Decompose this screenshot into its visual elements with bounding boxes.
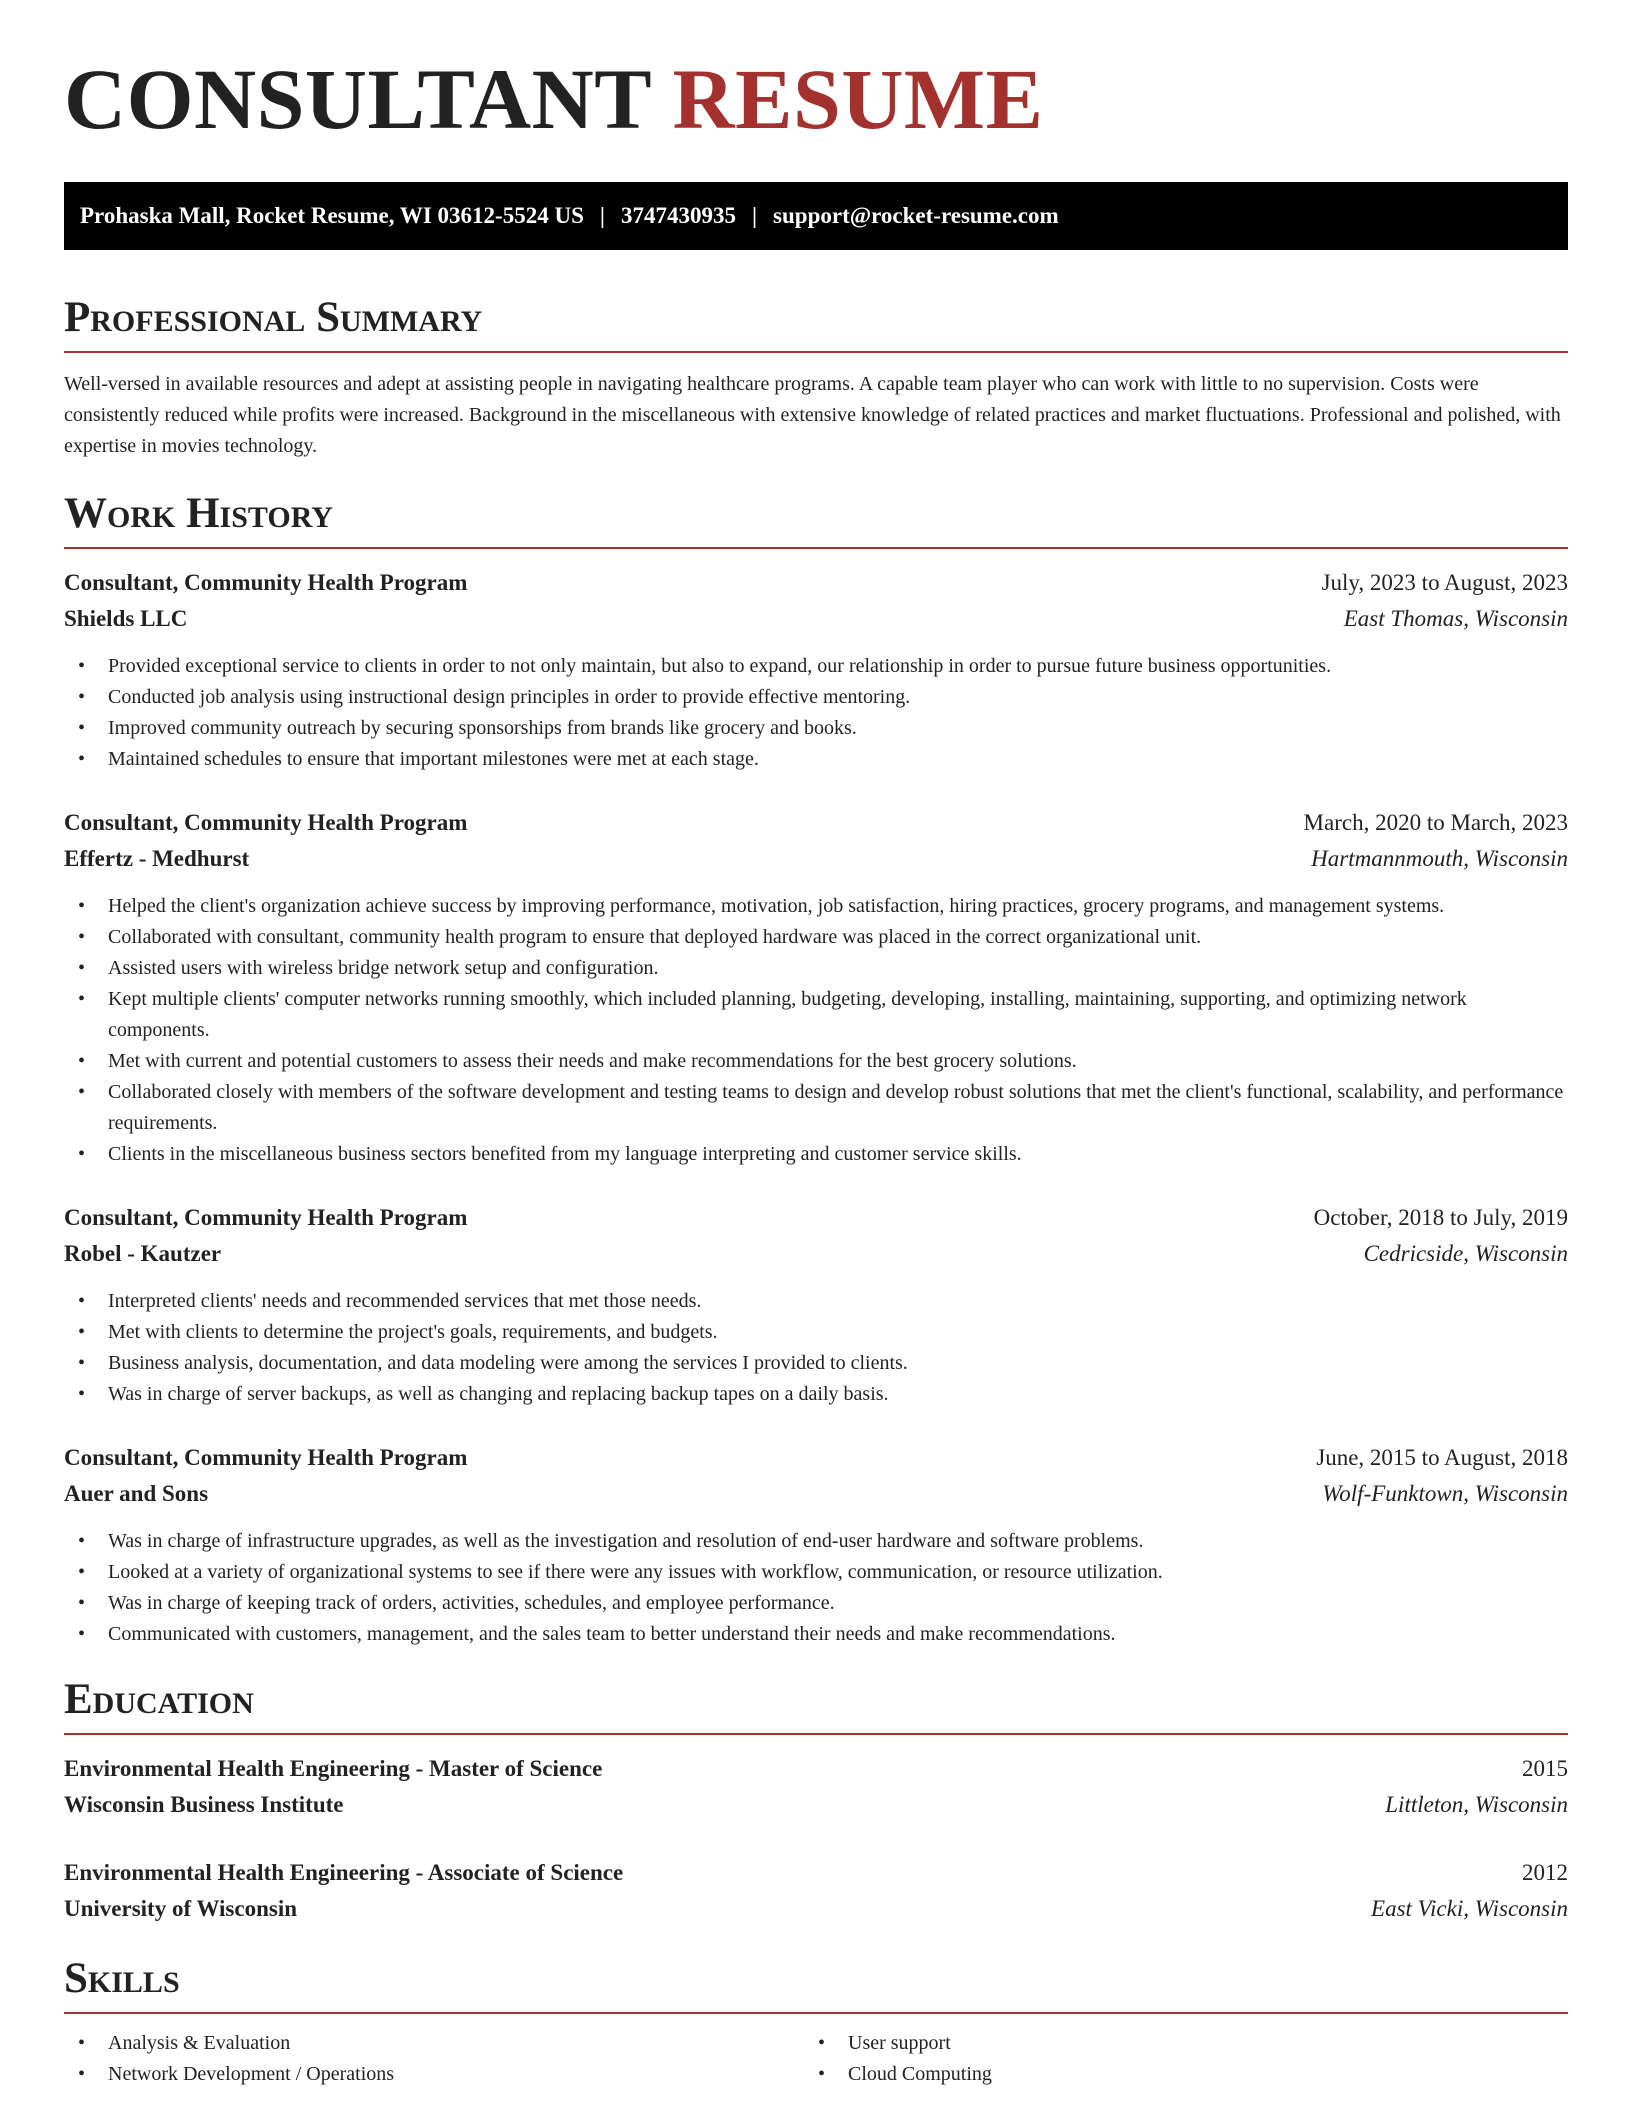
job-header-row xyxy=(64,1200,1568,1236)
contact-separator: | xyxy=(599,203,605,228)
job-entry xyxy=(64,805,1568,1170)
work-history-section xyxy=(64,492,1568,1650)
list-item: • Met with current and potential customers to assess their needs and make recommendations for the best grocery solutions. xyxy=(64,1046,1568,1077)
contact-separator: | xyxy=(751,203,758,228)
section-title-work-history: Work History xyxy=(64,492,1568,549)
list-item: • Clients in the miscellaneous business sectors benefited from my language interpreting and customer service skills. xyxy=(64,1139,1568,1170)
graduation-year: 2012 xyxy=(1522,1860,1568,1885)
list-item: • Kept multiple clients' computer networks running smoothly, which included planning, budgeting, developing, installing, maintaining, supporting, and optimizing network components. xyxy=(64,984,1568,1046)
list-item: • Interpreted clients' needs and recommended services that met those needs. xyxy=(64,1286,1568,1317)
job-header-row xyxy=(64,805,1568,841)
summary-text: Well-versed in available resources and adept at assisting people in navigating healthcare programs. A capable team player who can work with little to no supervision. Costs were consistently reduced while profits were increased. Background in the miscellaneous with extensive knowledge of related practices and market fluctuations. Professional and polished, with expertise in movies technology. xyxy=(64,373,1561,457)
education-entry xyxy=(64,1751,1568,1823)
list-item: • Collaborated with consultant, community health program to ensure that deployed hardware was placed in the correct organizational unit. xyxy=(64,922,1568,953)
job-location: Hartmannmouth, Wisconsin xyxy=(1311,846,1568,871)
list-item: • Maintained schedules to ensure that important milestones were met at each stage. xyxy=(64,744,1568,775)
section-title-skills: Skills xyxy=(64,1957,1568,2014)
job-company-row xyxy=(64,601,1568,637)
job-bullets xyxy=(64,1286,1568,1410)
skills-right-column xyxy=(804,2028,1544,2090)
job-company: Effertz - Medhurst xyxy=(64,846,250,871)
job-dates: July, 2023 to August, 2023 xyxy=(1321,570,1568,595)
list-item: • Collaborated closely with members of the software development and testing teams to design and develop robust solutions that met the client's functional, scalability, and performance requirements. xyxy=(64,1077,1568,1139)
degree: Environmental Health Engineering - Master of Science xyxy=(64,1756,603,1781)
job-company: Shields LLC xyxy=(64,606,188,631)
job-dates: March, 2020 to March, 2023 xyxy=(1303,810,1568,835)
job-title: Consultant, Community Health Program xyxy=(64,1205,468,1230)
list-item: • Was in charge of infrastructure upgrades, as well as the investigation and resolution of end-user hardware and software problems. xyxy=(64,1526,1568,1557)
job-entry xyxy=(64,565,1568,775)
skill-item: • User support xyxy=(804,2028,1544,2059)
skill-item: • Analysis & Evaluation xyxy=(64,2028,804,2059)
degree: Environmental Health Engineering - Associate of Science xyxy=(64,1860,624,1885)
education-school-row xyxy=(64,1787,1568,1823)
contact-email[interactable]: support@rocket-resume.com xyxy=(773,203,1059,228)
job-company-row xyxy=(64,1236,1568,1272)
school-location: East Vicki, Wisconsin xyxy=(1371,1896,1568,1921)
list-item: • Business analysis, documentation, and data modeling were among the services I provided to clients. xyxy=(64,1348,1568,1379)
list-item: • Was in charge of server backups, as well as changing and replacing backup tapes on a daily basis. xyxy=(64,1379,1568,1410)
skills-left-column xyxy=(64,2028,804,2090)
summary-section xyxy=(64,296,1568,462)
skills-section xyxy=(64,1957,1568,2090)
section-title-education: Education xyxy=(64,1678,1568,1735)
job-location: Wolf-Funktown, Wisconsin xyxy=(1322,1481,1568,1506)
resume-title xyxy=(64,51,1568,150)
school-name: University of Wisconsin xyxy=(64,1896,298,1921)
resume-page xyxy=(64,0,1568,2090)
title-accent: RESUME xyxy=(672,51,1044,147)
contact-bar xyxy=(64,182,1568,250)
job-bullets xyxy=(64,1526,1568,1650)
skill-item: • Cloud Computing xyxy=(804,2059,1544,2090)
list-item: • Improved community outreach by securing sponsorships from brands like grocery and books. xyxy=(64,713,1568,744)
title-main: CONSULTANT xyxy=(64,51,651,147)
education-school-row xyxy=(64,1891,1568,1927)
school-name: Wisconsin Business Institute xyxy=(64,1792,344,1817)
education-entry xyxy=(64,1855,1568,1927)
job-company-row xyxy=(64,1476,1568,1512)
education-header-row xyxy=(64,1855,1568,1891)
job-company-row xyxy=(64,841,1568,877)
school-location: Littleton, Wisconsin xyxy=(1385,1792,1568,1817)
job-header-row xyxy=(64,1440,1568,1476)
job-location: Cedricside, Wisconsin xyxy=(1363,1241,1568,1266)
list-item: • Conducted job analysis using instructional design principles in order to provide effective mentoring. xyxy=(64,682,1568,713)
job-title: Consultant, Community Health Program xyxy=(64,1445,468,1470)
job-header-row xyxy=(64,565,1568,601)
job-title: Consultant, Community Health Program xyxy=(64,570,468,595)
section-title-summary: Professional Summary xyxy=(64,296,1568,353)
education-section xyxy=(64,1678,1568,1927)
skills-columns xyxy=(64,2028,1568,2090)
contact-address: Prohaska Mall, Rocket Resume, WI 03612-5524 US xyxy=(80,203,584,228)
list-item: • Provided exceptional service to clients in order to not only maintain, but also to expand, our relationship in order to pursue future business opportunities. xyxy=(64,651,1568,682)
list-item: • Assisted users with wireless bridge network setup and configuration. xyxy=(64,953,1568,984)
job-location: East Thomas, Wisconsin xyxy=(1343,606,1568,631)
job-company: Auer and Sons xyxy=(64,1481,209,1506)
education-header-row xyxy=(64,1751,1568,1787)
contact-phone[interactable]: 3747430935 xyxy=(620,203,736,228)
job-entry xyxy=(64,1440,1568,1650)
job-dates: June, 2015 to August, 2018 xyxy=(1316,1445,1568,1470)
job-dates: October, 2018 to July, 2019 xyxy=(1313,1205,1568,1230)
job-entry xyxy=(64,1200,1568,1410)
skill-item: • Network Development / Operations xyxy=(64,2059,804,2090)
list-item: • Was in charge of keeping track of orders, activities, schedules, and employee performance. xyxy=(64,1588,1568,1619)
list-item: • Communicated with customers, management, and the sales team to better understand their needs and make recommendations. xyxy=(64,1619,1568,1650)
list-item: • Helped the client's organization achieve success by improving performance, motivation, job satisfaction, hiring practices, grocery programs, and management systems. xyxy=(64,891,1568,922)
job-title: Consultant, Community Health Program xyxy=(64,810,468,835)
job-bullets xyxy=(64,651,1568,775)
list-item: • Looked at a variety of organizational systems to see if there were any issues with workflow, communication, or resource utilization. xyxy=(64,1557,1568,1588)
graduation-year: 2015 xyxy=(1522,1756,1568,1781)
job-company: Robel - Kautzer xyxy=(64,1241,222,1266)
job-bullets xyxy=(64,891,1568,1170)
list-item: • Met with clients to determine the project's goals, requirements, and budgets. xyxy=(64,1317,1568,1348)
